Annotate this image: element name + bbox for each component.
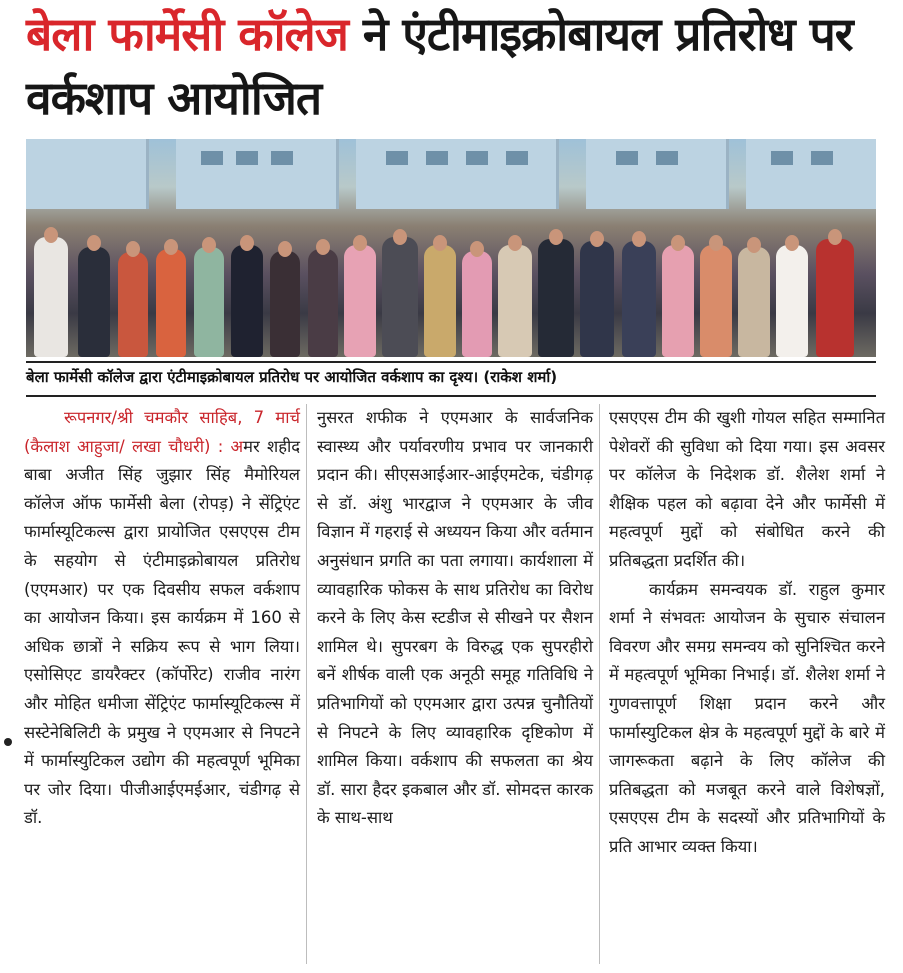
article-column-3 (609, 404, 885, 862)
article-column-1 (24, 404, 300, 833)
article-paragraph: एसएएस टीम की खुशी गोयल सहित सम्मानित पेशेवरों की सुविधा को दिया गया। इस अवसर पर कॉलेज के निदेशक डॉ. शैलेश शर्मा ने शैक्षिक पहल को बढ़ावा देने और फार्मेसी में महत्वपूर्ण मुद्दों को संबोधित करने की प्रतिबद्धता प्रदर्शित की। (609, 408, 885, 570)
article-paragraph: कार्यक्रम समन्वयक डॉ. राहुल कुमार शर्मा ने संभवतः आयोजन के सुचारु संचालन विवरण और समग्र समन्वय को सुनिश्चित करने में महत्वपूर्ण भूमिका निभाई। डॉ. शैलेश शर्मा ने गुणवत्तापूर्ण शिक्षा प्रदान करने और फार्मास्युटिकल क्षेत्र के महत्वपूर्ण मुद्दों के बारे में जागरूकता बढ़ाने के लिए कॉलेज की प्रतिबद्धता को मजबूत करने वाले विशेषज्ञों, एसएएस टीम के सदस्यों और प्रतिभागियों के प्रति आभार व्यक्त किया। (609, 579, 885, 856)
article-text: नुसरत शफीक ने एएमआर के सार्वजनिक स्वास्थ्य और पर्यावरणीय प्रभाव पर जानकारी प्रदान की। सीएसआईआर-आईएमटेक, चंडीगढ़ से डॉ. अंशु भारद्वाज ने एएमआर के जीव विज्ञान में गहराई से अध्ययन किया और वर्तमान अनुसंधान प्रगति का पता लगाया। कार्यशाला में व्यावहारिक फोकस के साथ प्रतिरोध का विरोध करने के लिए केस स्टडीज से सीखने पर सैशन शामिल थे। सुपरबग के विरुद्ध एक सुपरहीरो बनें शीर्षक वाली एक अनूठी समूह गतिविधि ने प्रतिभागियों को एएमआर द्वारा उत्पन्न चुनौतियों से निपटने के लिए व्यावहारिक दृष्टिकोण में शामिल किया। वर्कशाप की सफलता का श्रेय डॉ. सारा हैदर इकबाल और डॉ. सोमदत्त कारक के साथ-साथ (317, 408, 593, 828)
column-divider (599, 404, 600, 964)
dateline: रूपनगर/श्री चमकौर साहिब, 7 मार्च (कैलाश आहुजा/ लखा चौधरी) : अ (24, 408, 300, 456)
headline-college-name: बेला फार्मेसी कॉलेज (26, 7, 348, 61)
column-divider (306, 404, 307, 964)
crowd (26, 197, 876, 357)
caption-top-rule (26, 361, 876, 363)
margin-mark (4, 738, 12, 746)
group-photo (26, 139, 876, 357)
headline-rest: ने एंटीमाइक्रोबायल प्रतिरोध पर वर्कशाप आयोजित (26, 7, 853, 125)
article-text: मर शहीद बाबा अजीत सिंह जुझार सिंह मैमोरियल कॉलेज ऑफ फार्मेसी बेला (रोपड़) ने सेंट्रिएंट फार्मास्यूटिकल्स द्वारा प्रायोजित एसएएस टीम के सहयोग से एंटीमाइक्रोबायल प्रतिरोध (एएमआर) पर एक दिवसीय सफल वर्कशाप का आयोजन किया। इस कार्यक्रम में 160 से अधिक छात्रों ने सक्रिय रूप से भाग लिया। एसोसिएट डायरैक्टर (कॉर्पोरेट) राजीव नारंग और मोहित धमीजा सेंट्रिएंट फार्मास्यूटिकल्स में सस्टेनेबिलिटी के प्रमुख ने एएमआर से निपटने में फार्मास्युटिकल उद्योग की महत्वपूर्ण भूमिका पर जोर दिया। पीजीआईएमईआर, चंडीगढ़ से डॉ. (24, 436, 300, 828)
article-column-2 (317, 404, 593, 833)
headline (26, 2, 896, 130)
photo-caption: बेला फार्मेसी कॉलेज द्वारा एंटीमाइक्रोबायल प्रतिरोध पर आयोजित वर्कशाप का दृश्य। (राकेश शर्मा) (26, 365, 876, 397)
